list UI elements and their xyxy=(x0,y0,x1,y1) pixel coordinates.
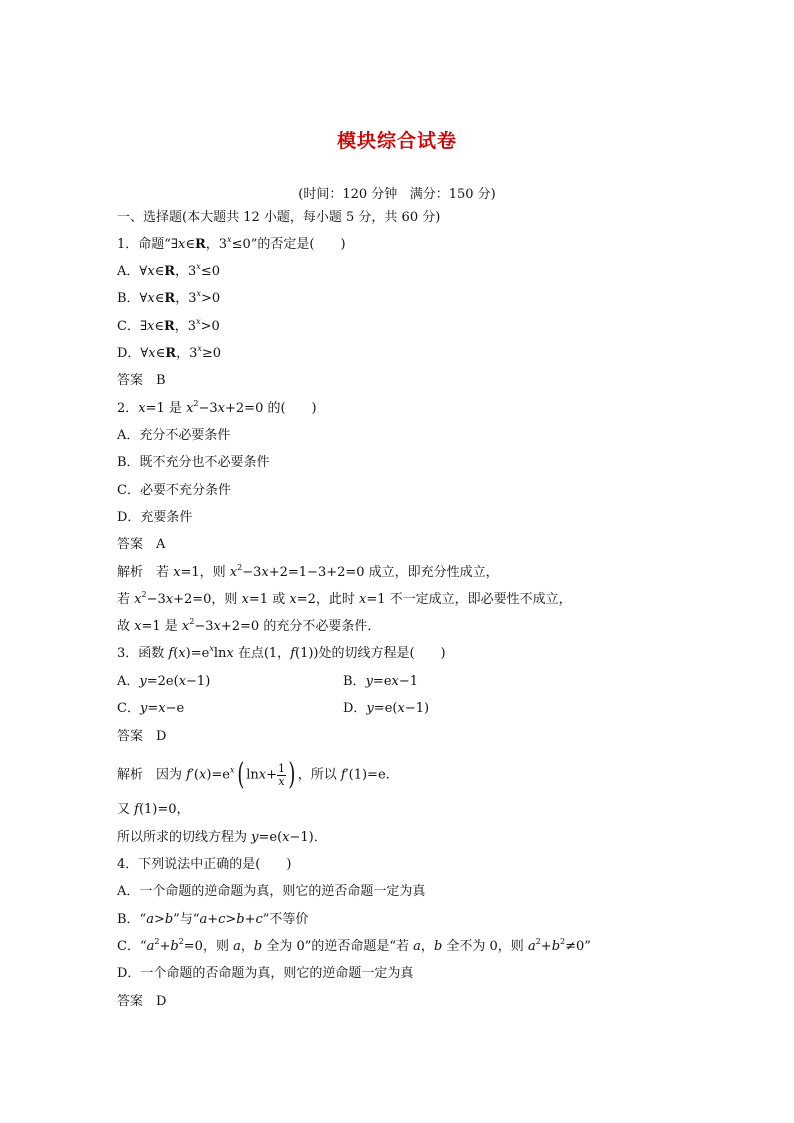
q3-analysis-2: 又 f(1)=0， xyxy=(117,802,190,817)
q2-option-b: B．既不充分也不必要条件 xyxy=(117,455,270,470)
q3-analysis-3: 所以所求的切线方程为 y=e(x−1)． xyxy=(117,830,327,845)
q2-analysis-1: 解析 若 x=1，则 $x^2-3x+2=1-3+2=0$ 成立，即充分性成立， xyxy=(117,563,499,580)
q3-answer: 答案 D xyxy=(117,729,167,744)
q3-option-b: B．y=ex−1 xyxy=(343,674,419,689)
q3-stem: 3．函数 $f(x)=e^x\ln x$ 在点(1，f(1))处的切线方程是( ) xyxy=(117,644,446,661)
q2-option-d: D．充要条件 xyxy=(117,510,193,525)
exam-info: (时间：120 分钟 满分：150 分) xyxy=(298,187,496,202)
q4-option-c: C．“$a^2+b^2=0$，则 a，b 全为 0”的逆否命题是“若 a，b 全不为 0，则 $a^2+b^2\ne 0$” xyxy=(117,937,591,954)
q3-option-a: A．y=2e(x−1) xyxy=(117,674,211,689)
q1-option-d: D．∀x∈R，$3^x\ge 0$ xyxy=(117,344,222,361)
q1-option-b: B．∀x∈R，$3^x>0$ xyxy=(117,289,221,306)
q2-analysis-2: 若 $x^2-3x+2=0$，则 x=1 或 x=2，此时 x=1 不一定成立，即必要性不成立， xyxy=(117,590,572,607)
q3-option-d: D．y=e(x−1) xyxy=(343,701,430,716)
q2-stem: 2．x=1 是 $x^2-3x+2=0$ 的( ) xyxy=(117,399,317,416)
q4-option-b: B．“a>b”与“a+c>b+c”不等价 xyxy=(117,912,309,927)
fraction-1-over-x: $\frac{1}{x}$ xyxy=(278,761,286,788)
q4-stem: 4．下列说法中正确的是( ) xyxy=(117,857,292,872)
q4-option-d: D．一个命题的否命题为真，则它的逆命题一定为真 xyxy=(117,966,414,981)
q1-answer: 答案 B xyxy=(117,373,166,388)
q1-option-a: A．∀x∈R，$3^x\le 0$ xyxy=(117,262,220,279)
section-heading: 一、选择题(本大题共 12 小题，每小题 5 分，共 60 分) xyxy=(117,210,441,225)
page-title: 模块综合试卷 xyxy=(336,130,457,152)
q2-option-a: A．充分不必要条件 xyxy=(117,428,231,443)
q1-option-c: C．∃x∈R，$3^x>0$ xyxy=(117,317,220,334)
q2-answer: 答案 A xyxy=(117,537,166,552)
q3-option-c: C．y=x−e xyxy=(117,701,185,716)
right-paren: ) xyxy=(288,757,296,792)
left-paren: ( xyxy=(236,757,244,792)
q4-answer: 答案 D xyxy=(117,994,167,1009)
q4-option-a: A．一个命题的逆命题为真，则它的逆否命题一定为真 xyxy=(117,884,426,899)
q2-analysis-3: 故 x=1 是 $x^2-3x+2=0$ 的充分不必要条件． xyxy=(117,617,381,634)
q2-option-c: C．必要不充分条件 xyxy=(117,483,231,498)
q1-stem: 1．命题“∃x∈R，$3^x\le 0$”的否定是( ) xyxy=(117,235,346,252)
q3-analysis-1: 解析 因为 $f'(x)=e^x$( lnx+ $\frac{1}{x}$ ) ，所以 f′(1)=e. xyxy=(117,757,390,792)
